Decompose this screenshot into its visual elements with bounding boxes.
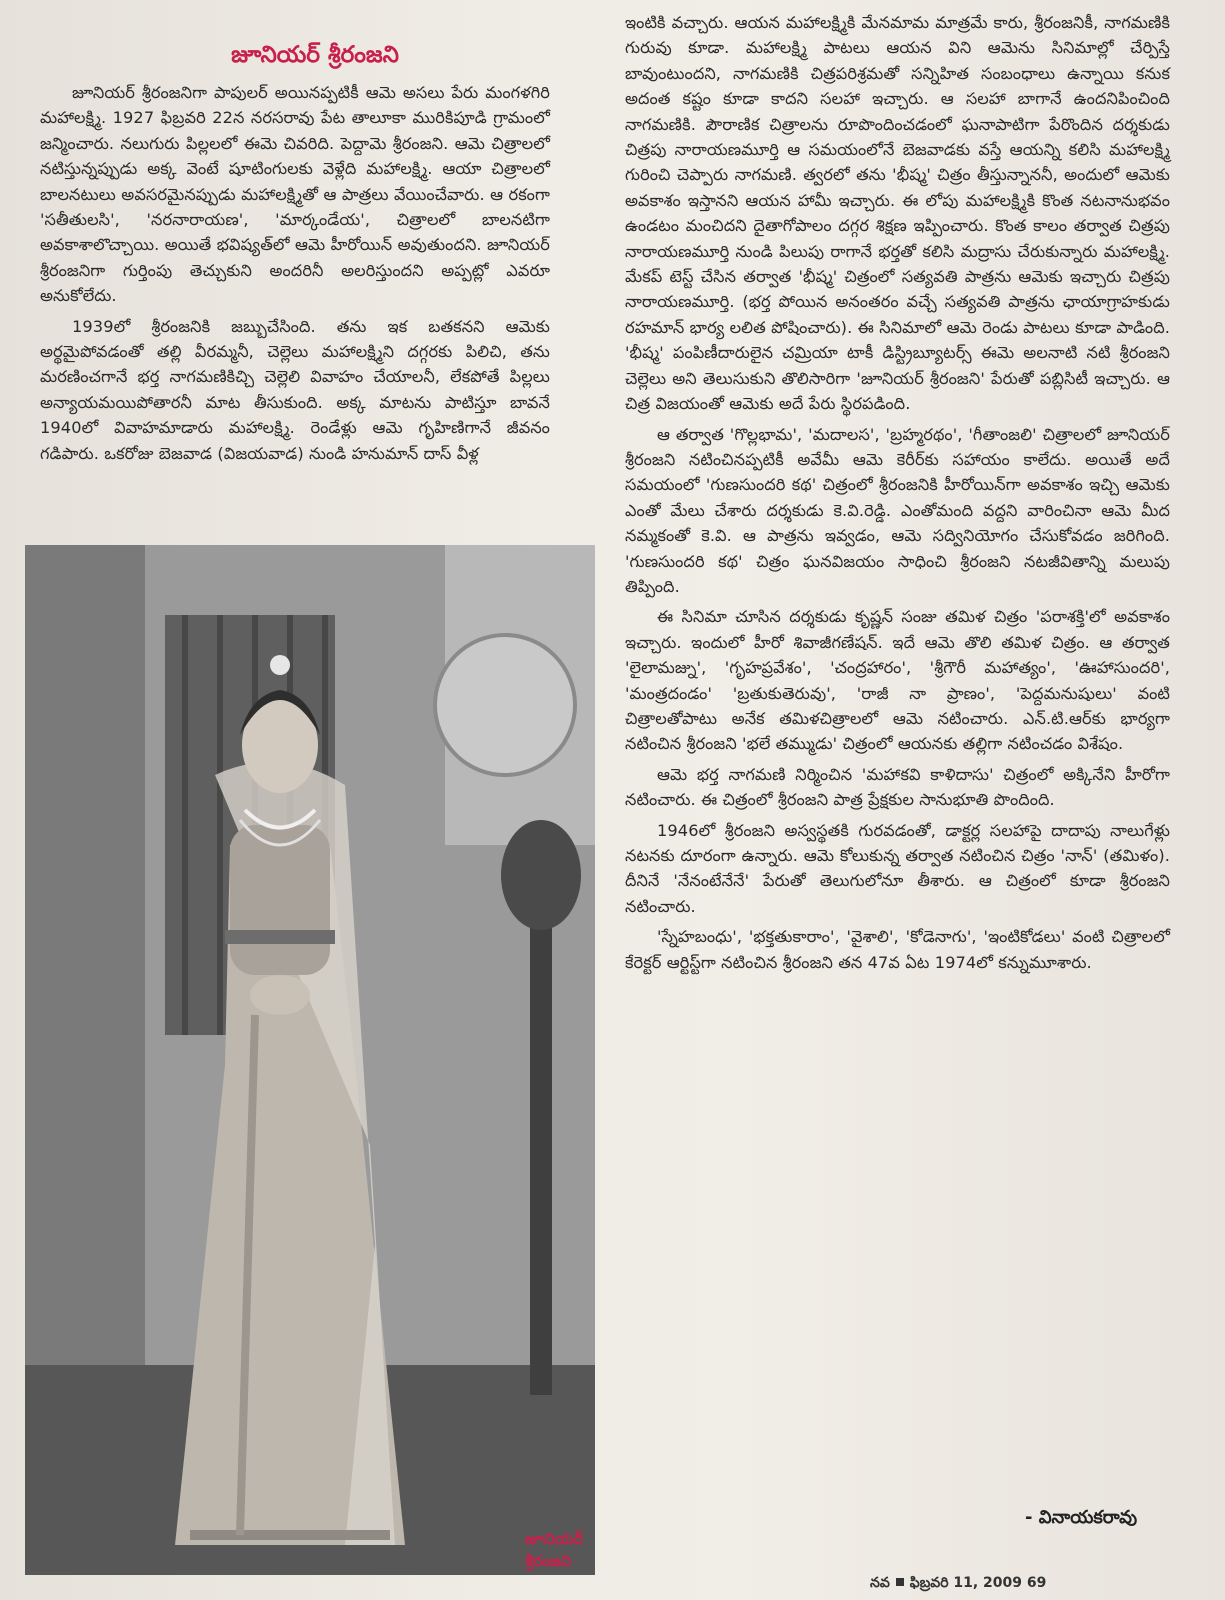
decorative-disc bbox=[435, 635, 575, 775]
headpiece bbox=[270, 655, 290, 675]
lamp-stand bbox=[530, 875, 552, 1395]
publication-name: నవ bbox=[870, 1575, 890, 1591]
lamp-top bbox=[501, 820, 581, 930]
paragraph: 1939లో శ్రీరంజనికి జబ్బుచేసింది. తను ఇక బతకనని ఆమెకు అర్థమైపోవడంతో తల్లి వీరమ్మనీ, చెల్లెలు మహాలక్ష్మిని దగ్గరకు పిలిచి, తను మరణించగానే భర్త నాగమణికిచ్చి చెల్లెలి వివాహం చేయాలనీ, లేకపోతే పిల్లలు అన్యాయమయిపోతారనీ మాట తీసుకుంది. అక్క మాటను పాటిస్తూ బావనే 1940లో వివాహమాడారు మహాలక్ష్మి. రెండేళ్లు ఆమె గృహిణిగానే జీవనం గడిపారు. ఒకరోజు బెజవాడ (విజయవాడ) నుండి హనుమాన్ దాస్ వీళ్ల bbox=[40, 316, 550, 463]
footer-separator bbox=[896, 1578, 904, 1586]
hands bbox=[250, 975, 310, 1015]
paragraph: ఈ సినిమా చూసిన దర్శకుడు కృష్ణన్ సంజు తమిళ చిత్రం 'పరాశక్తి'లో అవకాశం ఇచ్చారు. ఇందులో హీరో శివాజీగణేషన్. ఇదే ఆమె తొలి తమిళ చిత్రం. ఆ తర్వాత 'లైలామజ్ను', 'గృహప్రవేశం', 'చంద్రహారం', 'శ్రీగౌరీ మహాత్యం', 'ఊహాసుందరి', 'మంత్రదండం' 'బ్రతుకుతెరువు', 'రాజీ నా ప్రాణం', 'పెద్దమనుషులు' వంటి చిత్రాలతోపాటు అనేక తమిళచిత్రాలలో ఆమె నటించారు. ఎన్.టి.ఆర్‌కు భార్యగా నటించిన శ్రీరంజని 'భలే తమ్ముడు' చిత్రంలో ఆయనకు తల్లిగా నటించడం విశేషం. bbox=[625, 607, 1170, 754]
paragraph: ఇంటికి వచ్చారు. ఆయన మహాలక్ష్మికి మేనమామ మాత్రమే కారు, శ్రీరంజనికీ, నాగమణికి గురువు కూడా. మహాలక్ష్మి పాటలు ఆయన విని ఆమెను సినిమాల్లో చేర్పిస్తే బావుంటుందని, నాగమణికి చిత్రపరిశ్రమతో సన్నిహిత సంబంధాలు ఉన్నాయి కనుక అదంత కష్టం కూడా కాదని సలహా ఇచ్చారు. ఆ సలహా బాగానే ఉందనిపించింది నాగమణికి. పౌరాణిక చిత్రాలను రూపొందించడంలో ఘనాపాటిగా పేరొందిన దర్శకుడు చిత్రపు నారాయణమూర్తి ఆ సమయంలోనే బెజవాడకు వస్తే ఆయన్ని కలిసి మహాలక్ష్మి గురించి చెప్పారు నాగమణి. త్వరలో తను 'భీష్మ' చిత్రం తీస్తున్నాననీ, అందులో ఆమెకు అవకాశం ఇస్తానని ఆయన హామీ ఇచ్చారు. ఈ లోపు మహాలక్ష్మికి కొంత నటనానుభవం ఉండటం మంచిదని దైతాగోపాలం దగ్గర శిక్షణ ఇప్పించారు. కొంత కాలం తర్వాత చిత్రపు నారాయణమూర్తి నుండి పిలుపు రాగానే భర్తతో కలిసి మద్రాసు చేరుకున్నారు మహాలక్ష్మి. మేకప్ టెస్ట్ చేసిన తర్వాత 'భీష్మ' చిత్రంలో సత్యవతి పాత్రను ఆమెకు ఇచ్చారు చిత్రపు నారాయణమూర్తి. (భర్త పోయిన అనంతరం వచ్చే సత్యవతి పాత్రను ఛాయాగ్రాహకుడు రహమాన్ భార్య లలిత పోషించారు). ఈ సినిమాలో ఆమె రెండు పాటలు కూడా పాడింది. 'భీష్మ' పంపిణీదారులైన చమ్రియా టాకీ డిస్ట్రిబ్యూటర్స్ ఈమె అలనాటి నటి శ్రీరంజని చెల్లెలు అని తెలుసుకుని తొలిసారిగా 'జూనియర్ శ్రీరంజని' పేరుతో పబ్లిసిటీ ఇచ్చారు. ఆ చిత్ర విజయంతో ఆమెకు అదే పేరు స్థిరపడింది. bbox=[625, 13, 1170, 414]
paragraph: 1946లో శ్రీరంజని అస్వస్థతకి గురవడంతో, డాక్టర్ల సలహాపై దాదాపు నాలుగేళ్లు నటనకు దూరంగా ఉన్నారు. ఆమె కోలుకున్న తర్వాత నటించిన చిత్రం 'నాన్' (తమిళం). దీనినే 'నేనంటేనేనే' పేరుతో తెలుగులోనూ తీశారు. ఆ చిత్రంలో కూడా శ్రీరంజని నటించారు. bbox=[625, 820, 1170, 916]
page-number: 69 bbox=[1026, 1575, 1047, 1591]
portrait-photo bbox=[25, 545, 595, 1575]
photo-caption: జూనియర్ శ్రీరంజని bbox=[525, 1530, 583, 1570]
blouse bbox=[230, 825, 330, 975]
right-column bbox=[625, 10, 1170, 980]
issue-date: ఫిబ్రవరి 11, 2009 bbox=[909, 1575, 1023, 1591]
paragraph: ఆమె భర్త నాగమణి నిర్మించిన 'మహాకవి కాళిదాసు' చిత్రంలో అక్కినేని హీరోగా నటించారు. ఈ చిత్రంలో శ్రీరంజని పాత్ర ప్రేక్షకుల సానుభూతి పొందింది. bbox=[625, 764, 1170, 810]
author-byline: - వినాయకరావు bbox=[1025, 1507, 1138, 1528]
paragraph: 'స్నేహబంధు', 'భక్తతుకారాం', 'వైశాలి', 'కోడెనాగు', 'ఇంటికోడలు' వంటి చిత్రాలలో కేరెక్టర్ ఆర్టిస్ట్‌గా నటించిన శ్రీరంజని తన 47వ ఏట 1974లో కన్నుమూశారు. bbox=[625, 927, 1170, 972]
page-footer bbox=[870, 1575, 1046, 1594]
paragraph: ఆ తర్వాత 'గొల్లభామ', 'మదాలస', 'బ్రహ్మరథం', 'గీతాంజలి' చిత్రాలలో జూనియర్ శ్రీరంజని నటించినప్పటికీ అవేమీ ఆమె కెరీర్‌కు సహాయం కాలేదు. అయితే అదే సమయంలో 'గుణసుందరి కథ' చిత్రంలో శ్రీరంజనికి హీరోయిన్‌గా అవకాశం ఇచ్చి ఆమెకు ఎంతో మేలు చేశారు దర్శకుడు కె.వి.రెడ్డి. ఎంతోమంది వద్దని వారించినా ఆమె మీద నమ్మకంతో కె.వి. ఆ పాత్రను ఇవ్వడం, ఆమె సద్వినియోగం చేసుకోవడం జరిగింది. 'గుణసుందరి కథ' చిత్రం ఘనవిజయం సాధించి శ్రీరంజని నటజీవితాన్ని మలుపు తిప్పింది. bbox=[625, 424, 1170, 596]
article-title: జూనియర్ శ్రీరంజని bbox=[231, 42, 399, 68]
waist-belt bbox=[225, 930, 335, 944]
photo-illustration bbox=[25, 545, 595, 1575]
paragraph: జూనియర్ శ్రీరంజనిగా పాపులర్ అయినప్పటికీ ఆమె అసలు పేరు మంగళగిరి మహాలక్ష్మి. 1927 ఫిబ్రవరి 22న నరసరావు పేట తాలూకా మురికిపూడి గ్రామంలో జన్మించారు. నలుగురు పిల్లలలో ఈమె చివరిది. పెద్దామె శ్రీరంజని. ఆమె చిత్రాలలో నటిస్తున్నప్పుడు అక్క వెంటే షూటింగులకు వెళ్లేది మహాలక్ష్మి. ఆయా చిత్రాలలో బాలనటులు అవసరమైనప్పుడు మహాలక్ష్మితో ఆ పాత్రలు వేయించేవారు. ఆ రకంగా 'సతీతులసి', 'నరనారాయణ', 'మార్కండేయ', చిత్రాలలో బాలనటిగా అవకాశాలొచ్చాయి. అయితే భవిష్యత్‌లో ఆమె హీరోయిన్ అవుతుందని. జూనియర్ శ్రీరంజనిగా గుర్తింపు తెచ్చుకుని అందరినీ అలరిస్తుందని అప్పట్లో ఎవరూ అనుకోలేదు. bbox=[40, 83, 550, 306]
left-column bbox=[40, 80, 550, 471]
